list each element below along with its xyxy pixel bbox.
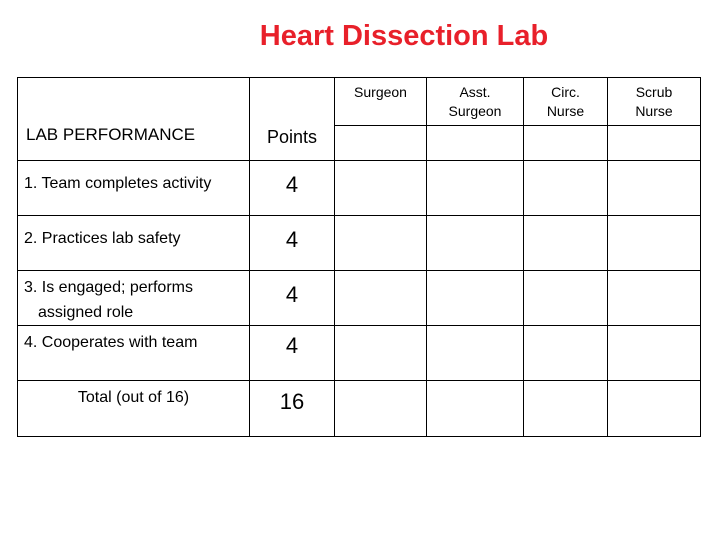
role-header-line: Surgeon — [354, 84, 407, 100]
criterion-cell — [18, 216, 250, 271]
criterion-text: 4. Cooperates with team — [24, 334, 198, 351]
role-header-line: Nurse — [635, 103, 673, 119]
score-cell[interactable] — [335, 126, 427, 161]
criterion-text: 2. Practices lab safety — [24, 230, 181, 247]
score-cell[interactable] — [335, 381, 427, 437]
score-cell[interactable] — [427, 381, 524, 437]
score-cell[interactable] — [608, 216, 701, 271]
points-header: Points — [250, 78, 335, 161]
criterion-text-continued: assigned role — [38, 304, 134, 321]
lab-performance-header: LAB PERFORMANCE — [18, 78, 250, 161]
page-title: Heart Dissection Lab — [259, 20, 549, 52]
table-row — [18, 271, 701, 326]
points-cell: 4 — [250, 271, 335, 326]
score-cell[interactable] — [427, 271, 524, 326]
score-cell[interactable] — [335, 216, 427, 271]
score-cell[interactable] — [608, 271, 701, 326]
points-cell: 4 — [250, 326, 335, 381]
criterion-cell — [18, 326, 250, 381]
criterion-cell — [18, 271, 250, 326]
grading-table — [17, 77, 701, 437]
table-row — [18, 326, 701, 381]
score-cell[interactable] — [524, 161, 608, 216]
role-header-asst-surgeon — [427, 78, 524, 126]
score-cell[interactable] — [427, 216, 524, 271]
points-cell: 4 — [250, 161, 335, 216]
score-cell[interactable] — [608, 381, 701, 437]
role-header-surgeon — [335, 78, 427, 126]
points-cell: 4 — [250, 216, 335, 271]
total-label: Total (out of 16) — [18, 381, 250, 437]
role-header-line: Circ. — [551, 84, 580, 100]
table-row — [18, 161, 701, 216]
criterion-text: 1. Team completes activity — [24, 175, 212, 192]
score-cell[interactable] — [608, 161, 701, 216]
score-cell[interactable] — [524, 216, 608, 271]
score-cell[interactable] — [335, 326, 427, 381]
role-header-circ-nurse — [524, 78, 608, 126]
role-header-line: Surgeon — [448, 103, 502, 119]
score-cell[interactable] — [427, 326, 524, 381]
role-header-line: Asst. — [459, 84, 491, 100]
score-cell[interactable] — [608, 326, 701, 381]
score-cell[interactable] — [524, 126, 608, 161]
role-header-line: Nurse — [546, 103, 585, 119]
score-cell[interactable] — [427, 161, 524, 216]
score-cell[interactable] — [524, 271, 608, 326]
role-header-line: Scrub — [635, 84, 673, 100]
table-row — [18, 216, 701, 271]
score-cell[interactable] — [524, 326, 608, 381]
total-points: 16 — [250, 381, 335, 437]
score-cell[interactable] — [427, 126, 524, 161]
role-header-scrub-nurse — [608, 78, 701, 126]
criterion-cell — [18, 161, 250, 216]
score-cell[interactable] — [524, 381, 608, 437]
total-row — [18, 381, 701, 437]
score-cell[interactable] — [335, 271, 427, 326]
score-cell[interactable] — [608, 126, 701, 161]
criterion-text: 3. Is engaged; performs — [24, 279, 193, 296]
score-cell[interactable] — [335, 161, 427, 216]
